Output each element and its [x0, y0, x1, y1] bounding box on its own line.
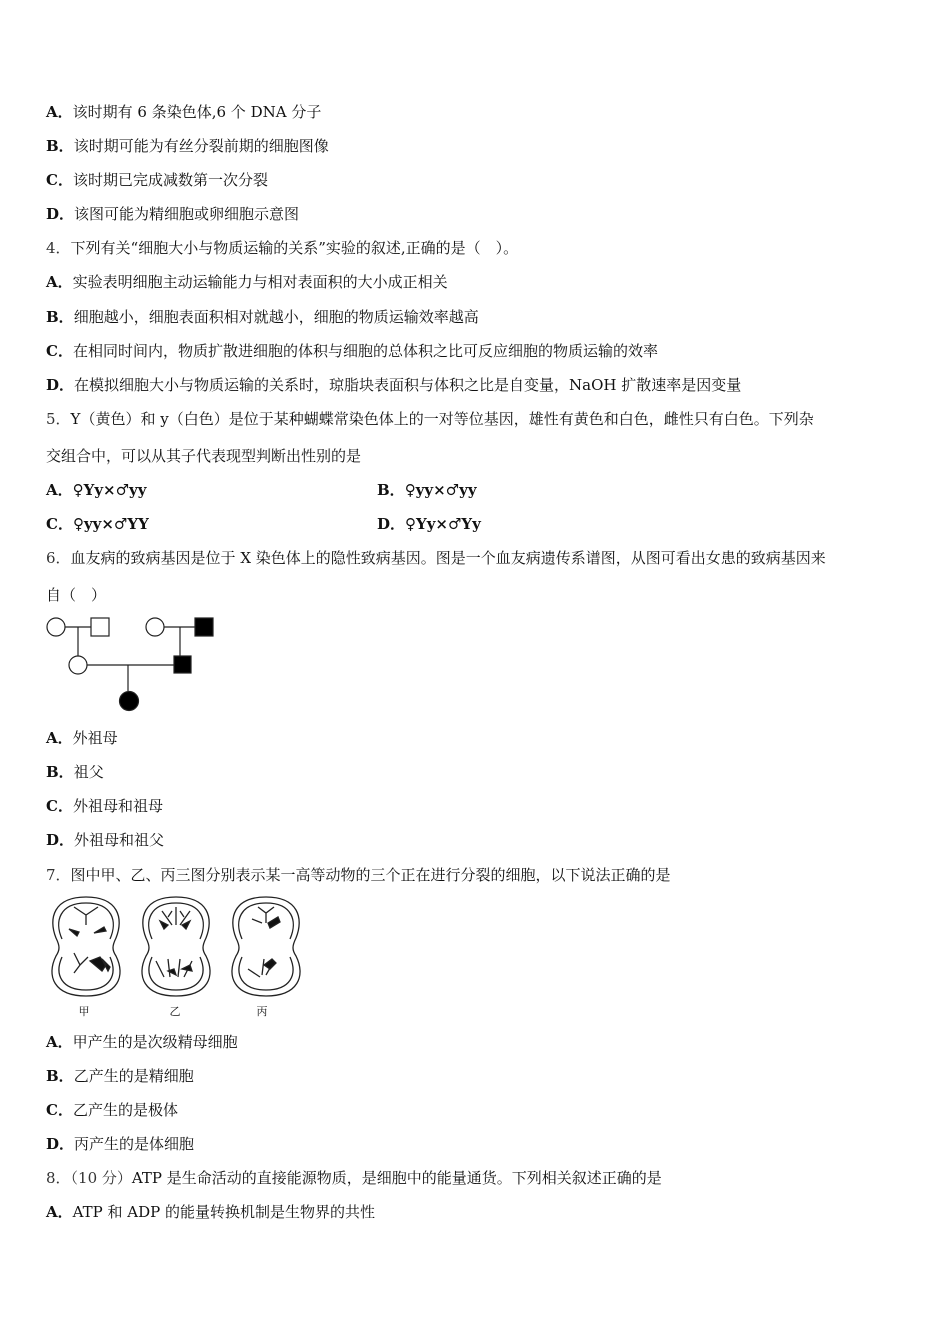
q7-option-d: D．丙产生的是体细胞 — [46, 1135, 195, 1153]
caption-yi: 乙 — [169, 1005, 181, 1018]
caption-jia: 甲 — [78, 1005, 90, 1018]
q3-option-d: D．该图可能为精细胞或卵细胞示意图 — [46, 205, 300, 223]
grandfather-maternal-square — [91, 618, 109, 636]
q8-stem: 8．（10 分）ATP 是生命活动的直接能源物质，是细胞中的能量通货。下列相关叙述正确的是 — [46, 1169, 662, 1187]
q5-option-a: A．♀Yy×♂yy — [46, 481, 147, 499]
father-square-affected — [174, 656, 191, 673]
q6-option-a: A．外祖母 — [46, 729, 118, 747]
q3-option-a: A．该时期有 6 条染色体,6 个 DNA 分子 — [46, 103, 322, 121]
q5-stem-line1: 5．Y（黄色）和 y（白色）是位于某种蝴蝶常染色体上的一对等位基因，雄性有黄色和白色，雌性只有白色。下列杂 — [46, 410, 814, 428]
pedigree-diagram — [40, 612, 230, 716]
q4-option-b: B．细胞越小，细胞表面积相对就越小，细胞的物质运输效率越高 — [46, 308, 479, 326]
q4-option-d: D．在模拟细胞大小与物质运输的关系时，琼脂块表面积与体积之比是自变量，NaOH 扩散速率是因变量 — [46, 376, 742, 394]
q3-option-c: C．该时期已完成减数第一次分裂 — [46, 171, 268, 189]
q4-option-c: C．在相同时间内，物质扩散进细胞的体积与细胞的总体积之比可反应细胞的物质运输的效率 — [46, 342, 658, 360]
q6-option-d: D．外祖母和祖父 — [46, 831, 165, 849]
cell-jia — [52, 897, 120, 996]
grandfather-paternal-square-affected — [195, 618, 213, 636]
q5-option-b: B．♀yy×♂yy — [377, 481, 477, 499]
q6-option-b: B．祖父 — [46, 763, 104, 781]
q8-option-a: A．ATP 和 ADP 的能量转换机制是生物界的共性 — [46, 1203, 376, 1221]
q7-option-b: B．乙产生的是精细胞 — [46, 1067, 194, 1085]
q5-stem-line2: 交组合中，可以从其子代表现型判断出性别的是 — [46, 447, 362, 465]
q6-stem-line1: 6．血友病的致病基因是位于 X 染色体上的隐性致病基因。图是一个血友病遗传系谱图，从图可看出女患的致病基因来 — [46, 549, 826, 567]
mother-circle — [69, 656, 87, 674]
cell-bing — [232, 897, 300, 996]
q5-option-c: C．♀yy×♂YY — [46, 515, 149, 533]
grandmother-paternal-circle — [146, 618, 164, 636]
q4-stem: 4．下列有关“细胞大小与物质运输的关系”实验的叙述,正确的是（ ）。 — [46, 239, 519, 257]
q7-stem: 7．图中甲、乙、丙三图分别表示某一高等动物的三个正在进行分裂的细胞，以下说法正确的是 — [46, 866, 671, 884]
q6-stem-line2: 自（ ） — [46, 586, 107, 604]
q7-option-a: A．甲产生的是次级精母细胞 — [46, 1033, 238, 1051]
grandmother-maternal-circle — [47, 618, 65, 636]
q6-option-c: C．外祖母和祖母 — [46, 797, 163, 815]
cell-yi — [142, 897, 210, 996]
q7-option-c: C．乙产生的是极体 — [46, 1101, 178, 1119]
q5-option-d: D．♀Yy×♂Yy — [377, 515, 481, 533]
caption-bing: 丙 — [256, 1005, 268, 1018]
q3-option-b: B．该时期可能为有丝分裂前期的细胞图像 — [46, 137, 329, 155]
cell-division-figure — [44, 893, 304, 1023]
q4-option-a: A．实验表明细胞主动运输能力与相对表面积的大小成正相关 — [46, 273, 448, 291]
daughter-circle-affected — [120, 692, 139, 711]
